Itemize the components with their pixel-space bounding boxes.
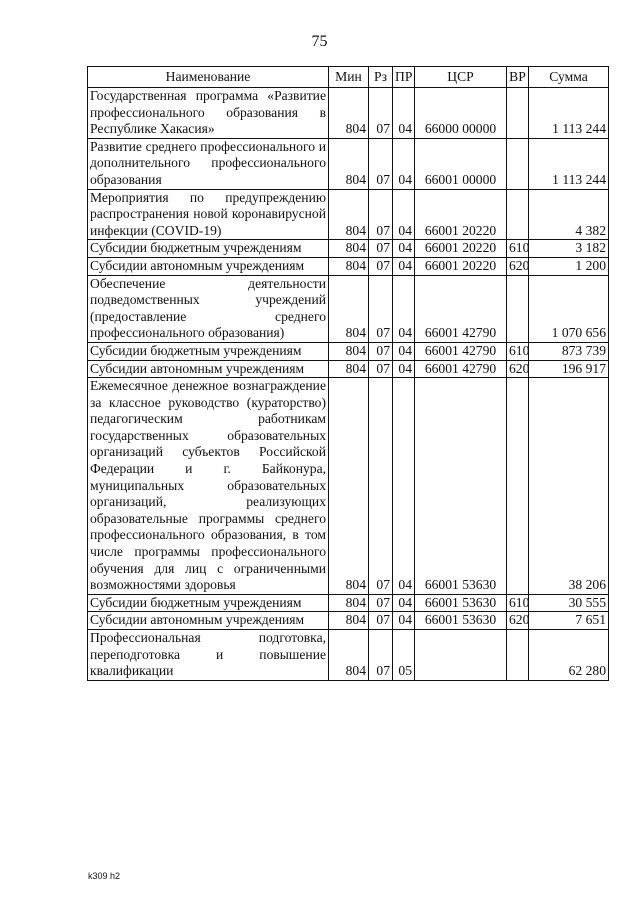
row-name: Субсидии бюджетным учреждениям	[88, 342, 329, 360]
row-name: Ежемесячное денежное вознаграждение за классное руководство (кураторство) педагогическим работникам государственных образовательных организаций субъектов Российской Федерации и г. Байконура, муниципальных образовательных организаций, реализующих образовательные программы среднего профессионального образования, в том числе программы профессионального обучения для лиц с ограниченными возможностями здоровья	[88, 378, 329, 595]
row-pr: 04	[393, 342, 415, 360]
table-row	[88, 257, 609, 275]
row-sum: 1 070 656	[529, 275, 609, 342]
row-name: Профессиональная подготовка, переподготовка и повышение квалификации	[88, 630, 329, 681]
row-vr: 620	[507, 257, 529, 275]
row-name: Субсидии бюджетным учреждениям	[88, 594, 329, 612]
row-sum: 1 113 244	[529, 138, 609, 189]
table-row	[88, 360, 609, 378]
row-vr: 620	[507, 612, 529, 630]
row-csr: 66001 00000	[415, 138, 507, 189]
row-vr: 610	[507, 342, 529, 360]
budget-table	[87, 66, 609, 681]
row-pr: 04	[393, 378, 415, 595]
row-vr	[507, 378, 529, 595]
row-min: 804	[329, 630, 369, 681]
row-rz: 07	[369, 88, 393, 139]
row-name: Мероприятия по предупреждению распространения новой коронавирусной инфекции (COVID-19)	[88, 189, 329, 240]
row-min: 804	[329, 342, 369, 360]
row-min: 804	[329, 275, 369, 342]
row-min: 804	[329, 378, 369, 595]
row-min: 804	[329, 360, 369, 378]
row-pr: 04	[393, 612, 415, 630]
row-sum: 4 382	[529, 189, 609, 240]
row-rz: 07	[369, 612, 393, 630]
row-vr	[507, 138, 529, 189]
table-row	[88, 189, 609, 240]
row-sum: 7 651	[529, 612, 609, 630]
header-rz: Рз	[369, 67, 393, 88]
row-pr: 04	[393, 189, 415, 240]
row-name: Субсидии бюджетным учреждениям	[88, 240, 329, 258]
row-vr: 610	[507, 240, 529, 258]
header-pr: ПР	[393, 67, 415, 88]
row-csr: 66001 20220	[415, 189, 507, 240]
row-rz: 07	[369, 378, 393, 595]
row-rz: 07	[369, 360, 393, 378]
header-min: Мин	[329, 67, 369, 88]
row-rz: 07	[369, 275, 393, 342]
row-min: 804	[329, 240, 369, 258]
row-min: 804	[329, 138, 369, 189]
row-csr: 66001 20220	[415, 257, 507, 275]
table-row	[88, 342, 609, 360]
row-csr: 66001 42790	[415, 360, 507, 378]
row-pr: 04	[393, 88, 415, 139]
row-min: 804	[329, 88, 369, 139]
header-name: Наименование	[88, 67, 329, 88]
row-rz: 07	[369, 189, 393, 240]
row-min: 804	[329, 257, 369, 275]
row-vr	[507, 88, 529, 139]
row-pr: 04	[393, 240, 415, 258]
row-sum: 30 555	[529, 594, 609, 612]
table-row	[88, 378, 609, 595]
row-sum: 38 206	[529, 378, 609, 595]
row-csr: 66001 20220	[415, 240, 507, 258]
row-csr: 66000 00000	[415, 88, 507, 139]
table-header-row	[88, 67, 609, 88]
row-csr: 66001 42790	[415, 342, 507, 360]
row-vr: 610	[507, 594, 529, 612]
row-min: 804	[329, 189, 369, 240]
row-sum: 873 739	[529, 342, 609, 360]
table-row	[88, 630, 609, 681]
row-vr	[507, 275, 529, 342]
row-vr	[507, 189, 529, 240]
row-rz: 07	[369, 342, 393, 360]
row-sum: 1 113 244	[529, 88, 609, 139]
row-csr: 66001 53630	[415, 594, 507, 612]
row-name: Государственная программа «Развитие профессионального образования в Республике Хакасия»	[88, 88, 329, 139]
row-name: Субсидии автономным учреждениям	[88, 360, 329, 378]
row-sum: 3 182	[529, 240, 609, 258]
table-row	[88, 275, 609, 342]
table-row	[88, 138, 609, 189]
row-rz: 07	[369, 240, 393, 258]
row-vr	[507, 630, 529, 681]
row-pr: 04	[393, 360, 415, 378]
row-rz: 07	[369, 630, 393, 681]
row-pr: 05	[393, 630, 415, 681]
row-rz: 07	[369, 594, 393, 612]
row-sum: 62 280	[529, 630, 609, 681]
row-csr	[415, 630, 507, 681]
header-sum: Сумма	[529, 67, 609, 88]
row-sum: 196 917	[529, 360, 609, 378]
row-name: Развитие среднего профессионального и дополнительного профессионального образования	[88, 138, 329, 189]
row-name: Субсидии автономным учреждениям	[88, 612, 329, 630]
table-row	[88, 88, 609, 139]
row-rz: 07	[369, 138, 393, 189]
table-row	[88, 594, 609, 612]
row-name: Субсидии автономным учреждениям	[88, 257, 329, 275]
row-pr: 04	[393, 257, 415, 275]
row-csr: 66001 42790	[415, 275, 507, 342]
table-row	[88, 612, 609, 630]
row-pr: 04	[393, 138, 415, 189]
row-pr: 04	[393, 275, 415, 342]
header-vr: ВР	[507, 67, 529, 88]
row-csr: 66001 53630	[415, 378, 507, 595]
row-vr: 620	[507, 360, 529, 378]
row-name: Обеспечение деятельности подведомственных учреждений (предоставление среднего профессионального образования)	[88, 275, 329, 342]
footer-code: k309 h2	[88, 871, 121, 881]
table-row	[88, 240, 609, 258]
header-csr: ЦСР	[415, 67, 507, 88]
row-pr: 04	[393, 594, 415, 612]
row-sum: 1 200	[529, 257, 609, 275]
row-rz: 07	[369, 257, 393, 275]
row-csr: 66001 53630	[415, 612, 507, 630]
row-min: 804	[329, 612, 369, 630]
row-min: 804	[329, 594, 369, 612]
page-number: 75	[311, 33, 328, 50]
